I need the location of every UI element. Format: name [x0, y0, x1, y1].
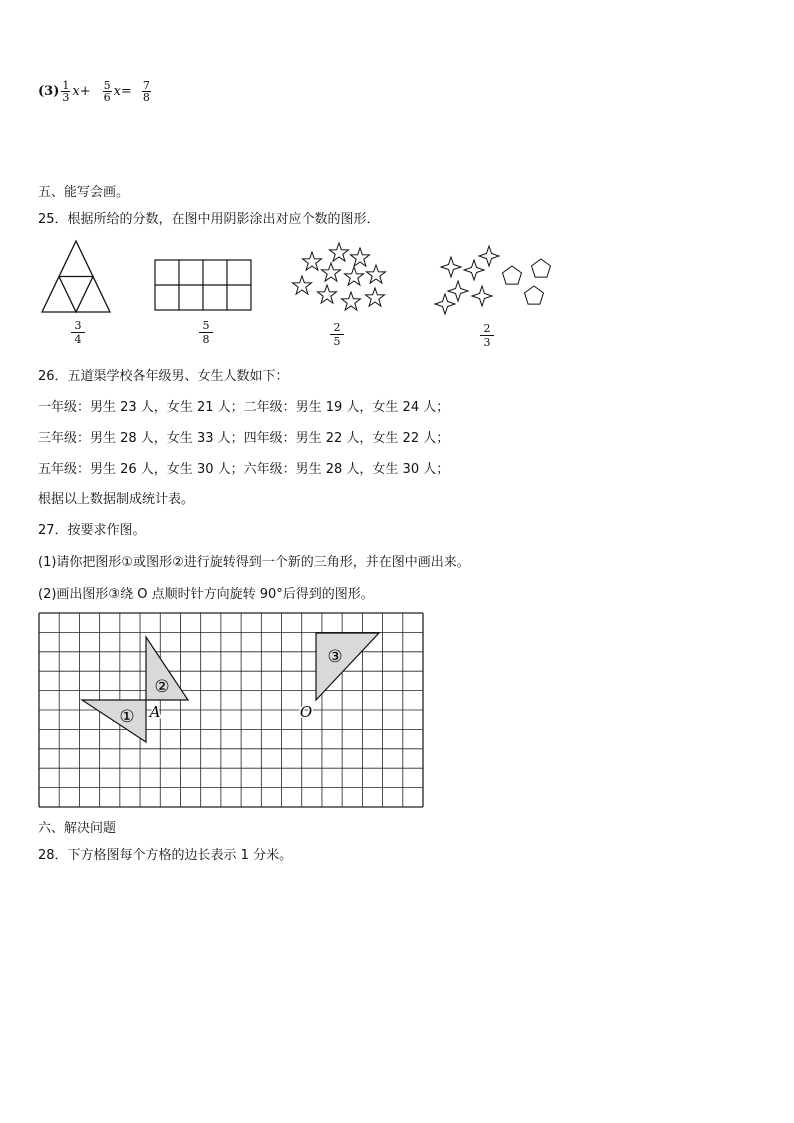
equation-label: (3) [38, 84, 60, 99]
q25-figures [0, 236, 794, 316]
shape-2-label: ② [154, 677, 170, 697]
point-o-label: O [299, 703, 313, 721]
shape-3-label: ③ [327, 647, 343, 667]
section6-heading: 六、解决问题 [38, 821, 117, 836]
question-26-line2: 三年级：男生 28 人，女生 33 人；四年级：男生 22 人，女生 22 人； [38, 431, 450, 446]
point-a-label: A [149, 703, 161, 721]
stars-figure [293, 243, 386, 310]
rectangle-grid-figure [155, 260, 251, 310]
question-26-line1: 一年级：男生 23 人，女生 21 人；二年级：男生 19 人，女生 24 人； [38, 400, 450, 415]
fraction-rhs: $\frac{7}{8}$ [142, 79, 150, 104]
question-26-line4: 根据以上数据制成统计表。 [38, 492, 195, 507]
triangle-figure [42, 241, 110, 312]
rotation-grid [38, 612, 424, 808]
question-27-part1: (1)请你把图形①或图形②进行旋转得到一个新的三角形，并在图中画出来。 [38, 555, 470, 570]
shape-1-label: ① [119, 707, 135, 727]
fraction-term2: $\frac{5}{6}$ [103, 79, 111, 104]
section5-heading: 五、能写会画。 [38, 185, 130, 200]
fraction-term1: $\frac{1}{3}$ [62, 79, 70, 104]
question-27-title: 27．按要求作图。 [38, 523, 146, 538]
question-28: 28．下方格图每个方格的边长表示 1 分米。 [38, 848, 293, 863]
equation-3 [38, 80, 151, 103]
question-26-line3: 五年级：男生 26 人，女生 30 人；六年级：男生 28 人，女生 30 人； [38, 462, 450, 477]
fraction-label-mixed: $\frac{2}{3}$ [480, 322, 494, 349]
var-term1: x+ [72, 84, 91, 99]
triangle-shape-3 [316, 633, 379, 700]
sparkles-pentagons-figure [435, 246, 551, 314]
question-27-part2: (2)画出图形③绕 O 点顺时针方向旋转 90°后得到的图形。 [38, 587, 374, 602]
triangle-shape-1 [82, 700, 146, 742]
fraction-label-triangle: $\frac{3}{4}$ [71, 319, 85, 346]
question-26-title: 26．五道渠学校各年级男、女生人数如下： [38, 369, 289, 384]
var-term2: x= [113, 84, 132, 99]
fraction-label-rectangle: $\frac{5}{8}$ [199, 319, 213, 346]
fraction-label-stars: $\frac{2}{5}$ [330, 321, 344, 348]
question-25: 25．根据所给的分数，在图中用阴影涂出对应个数的图形． [38, 212, 380, 227]
